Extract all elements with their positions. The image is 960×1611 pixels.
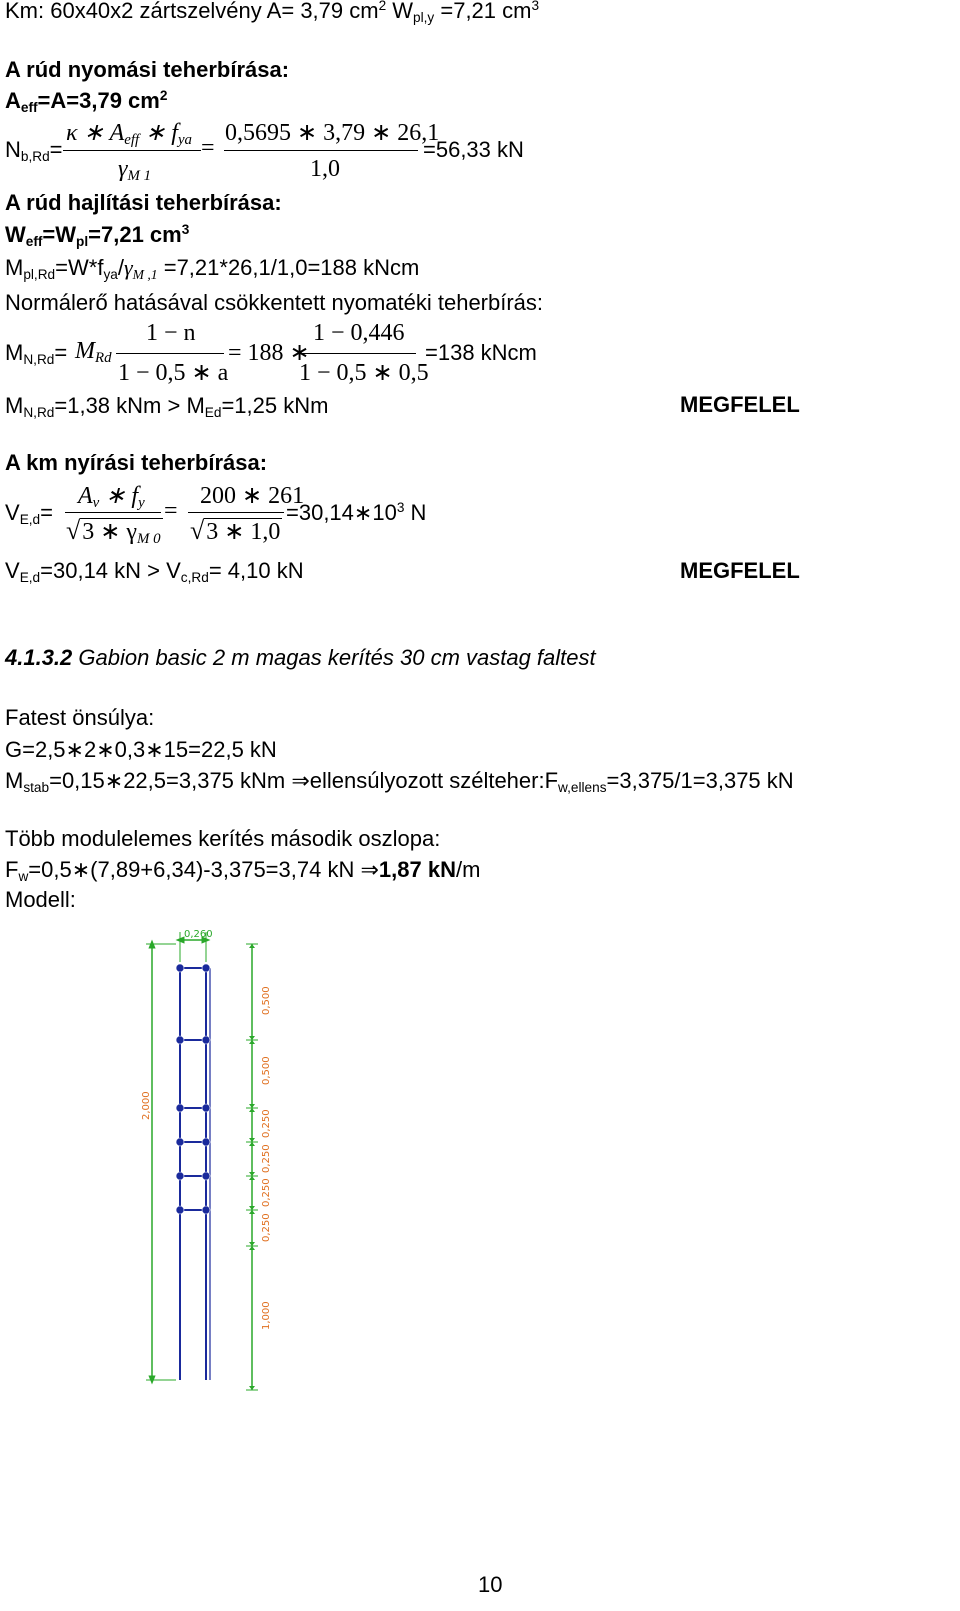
frac1-denominator: 1 − 0,5 ∗ a: [118, 360, 229, 386]
gabion-heading: 4.1.3.2 Gabion basic 2 m magas kerítés 30 cm vastag faltest: [5, 645, 596, 670]
verdict-shear: MEGFELEL: [680, 558, 800, 583]
compression-title: A rúd nyomási teherbírása:: [5, 57, 290, 82]
bending-title: A rúd hajlítási teherbírása:: [5, 190, 282, 215]
nbrd-result: =56,33 kN: [423, 137, 524, 162]
node: [176, 1104, 184, 1112]
second-column-title: Több modulelemes kerítés második oszlopa:: [5, 826, 441, 851]
reduced-mid: = 188 ∗: [228, 340, 310, 366]
model-title: Modell:: [5, 887, 76, 912]
seg-label: 0,500: [261, 1056, 272, 1085]
nbrd-equals: =: [201, 135, 215, 161]
frac2-denominator: 1 − 0,5 ∗ 0,5: [299, 360, 429, 386]
weff-line: $W_{eff}=W_{pl}=7,21$ $cm^3$: [5, 222, 190, 249]
shear-result: $=30,14∗10^3$ N: [286, 500, 427, 525]
seg-label: 0,250: [261, 1178, 272, 1207]
node: [202, 1138, 210, 1146]
shear-check: $V_{E,d}=30,14$ kN > $V_{c,Rd}= 4,10$ kN: [5, 558, 304, 585]
node: [202, 1036, 210, 1044]
mnrd-result: =138 kNcm: [425, 340, 537, 365]
node: [176, 1172, 184, 1180]
node: [202, 1172, 210, 1180]
reduced-title: Normálerő hatásával csökkentett nyomatéki teherbírás:: [5, 290, 544, 315]
shear-equals: =: [164, 498, 178, 524]
frac1-numerator: 1 − n: [146, 320, 196, 346]
nbrd-formula-denominator: $\gamma_{M 1}$: [118, 156, 152, 184]
page-number: 10: [478, 1572, 503, 1597]
node: [176, 1036, 184, 1044]
nbrd-label: $N_{b,Rd}=$: [5, 137, 63, 164]
seg-label: 0,250: [261, 1144, 272, 1173]
mnrd-label: $M_{N,Rd}=$: [5, 340, 68, 367]
node: [176, 1206, 184, 1214]
shear-numerator: $A_v$ ∗ $f_y$: [78, 483, 145, 511]
fw-line: $F_w=0,5∗(7,89+6,34)-3,375=3,74$ kN ⇒1,87 kN/m: [5, 857, 481, 884]
mplrd-line: $M_{pl,Rd}=W*f_{ya}/\gamma_{M ,1} =7,21*26,1/1,0=188$ kNcm: [5, 255, 420, 282]
mstab-line: $M_{stab}=0,15∗22,5=3,375$ kNm ⇒ellensúlyozott $szélteher:F_{w,ellens}=3,375/1=3,375$ kN: [5, 768, 794, 795]
shear-values-denominator: √3 ∗ 1,0: [190, 516, 281, 545]
verdict-bending: MEGFELEL: [680, 392, 800, 417]
seg-label: 0,250: [261, 1109, 272, 1138]
shear-denominator: √3 ∗ $\gamma_{M 0}$: [66, 516, 161, 547]
node: [202, 1206, 210, 1214]
total-height-label: 2,000: [141, 1091, 152, 1120]
seg-label: 1,000: [261, 1301, 272, 1330]
self-weight-title: Fatest önsúlya:: [5, 705, 155, 730]
mrd-symbol: $M_{Rd}$: [75, 338, 112, 366]
aeff-line: $A_{eff}=A=3,79$ $cm^2$: [5, 88, 168, 115]
nbrd-formula-numerator: κ ∗ $A_{eff}$ ∗ $f_{ya}$: [66, 120, 192, 148]
nbrd-values-numerator: 0,5695 ∗ 3,79 ∗ 26,1: [225, 120, 440, 146]
mnrd-check: $M_{N,Rd}=1,38$ kNm > $M_{Ed}=1,25$ kNm: [5, 393, 329, 420]
ved-label: $V_{E,d}=$: [5, 500, 53, 527]
node: [202, 1104, 210, 1112]
seg-label: 0,250: [261, 1213, 272, 1242]
g-line: G=2,5∗2∗0,3∗15=22,5 kN: [5, 737, 277, 762]
section-header: Km: 60x40x2 zártszelvény A= 3,79 $cm^2$ $W_{pl,y} =7,21$ $cm^3$: [5, 0, 540, 25]
seg-label: 0,500: [261, 986, 272, 1015]
frac2-numerator: 1 − 0,446: [313, 320, 405, 346]
node: [202, 964, 210, 972]
top-dimension-label: 0,260: [184, 929, 213, 940]
nbrd-values-denominator: 1,0: [310, 156, 340, 182]
shear-title: A km nyírási teherbírása:: [5, 450, 268, 475]
shear-values-numerator: 200 ∗ 261: [200, 483, 305, 509]
node: [176, 964, 184, 972]
node: [176, 1138, 184, 1146]
